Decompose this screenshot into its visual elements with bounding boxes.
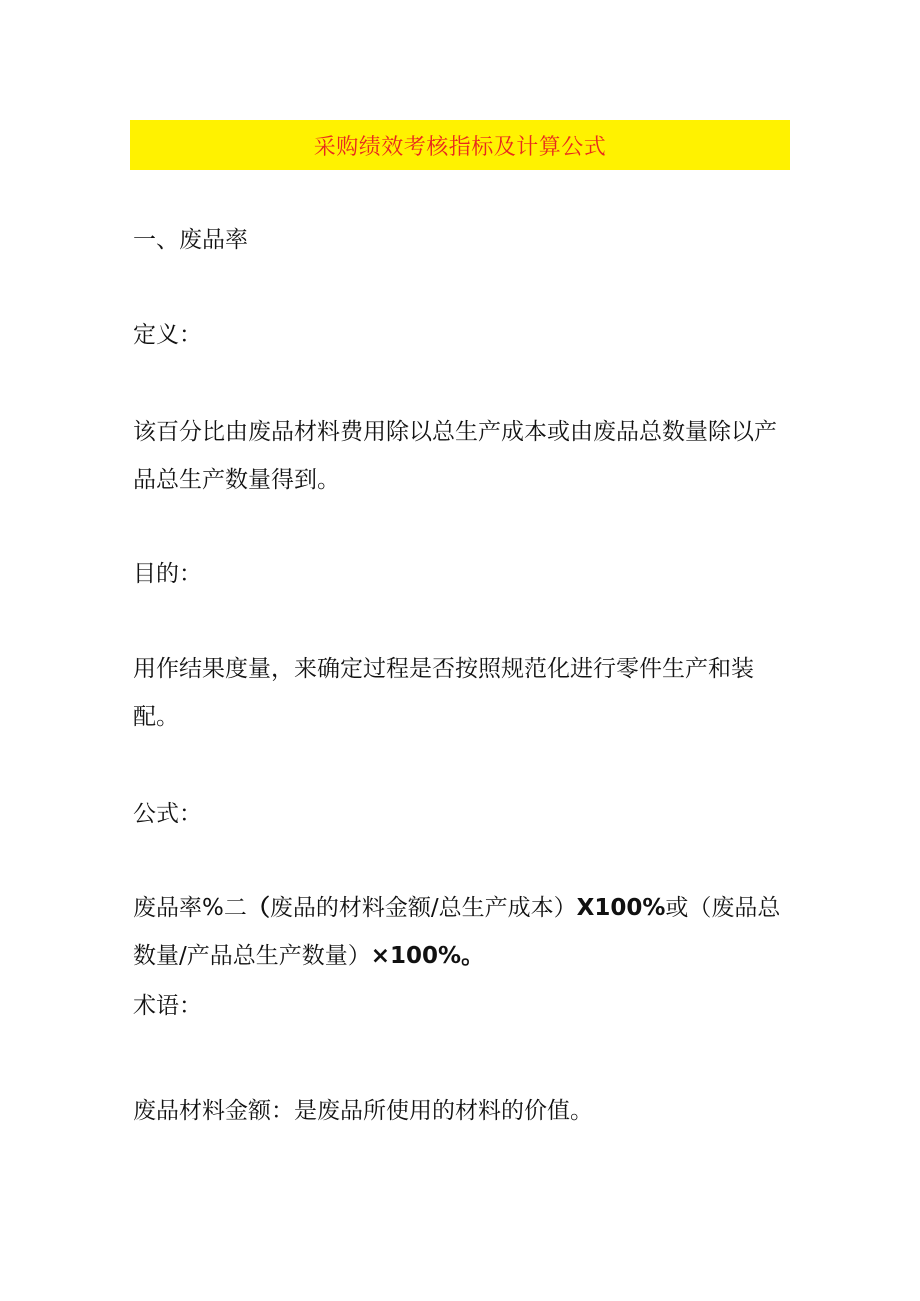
formula-label: 公式： bbox=[133, 801, 202, 827]
definition-text: 该百分比由废品材料费用除以总生产成本或由废品总数量除以产品总生产数量得到。 bbox=[133, 419, 777, 493]
purpose-label: 目的： bbox=[133, 561, 202, 587]
formula-paren-close: ） bbox=[553, 895, 577, 921]
term-scrap-material-amount: 废品材料金额：是废品所使用的材料的价值。 bbox=[133, 1098, 593, 1124]
title-banner bbox=[130, 120, 790, 170]
page-title: 采购绩效考核指标及计算公式 bbox=[313, 134, 607, 160]
formula-part-2: 废品的材料金额/总生产成本 bbox=[269, 895, 554, 921]
purpose-text: 用作结果度量，来确定过程是否按照规范化进行零件生产和装配。 bbox=[133, 656, 754, 730]
formula-text bbox=[133, 884, 793, 980]
formula-part-5: ×100%。 bbox=[370, 943, 485, 969]
section-heading: 一、废品率 bbox=[133, 227, 248, 253]
formula-paren-open: （ bbox=[246, 895, 270, 921]
terms-label: 术语： bbox=[133, 993, 202, 1019]
formula-part-3: X100% bbox=[576, 895, 666, 921]
definition-label: 定义： bbox=[133, 322, 202, 348]
formula-part-4: 或（废品总数量/产品总生产数量） bbox=[133, 895, 781, 969]
formula-part-1: 废品率%二 bbox=[133, 895, 247, 921]
